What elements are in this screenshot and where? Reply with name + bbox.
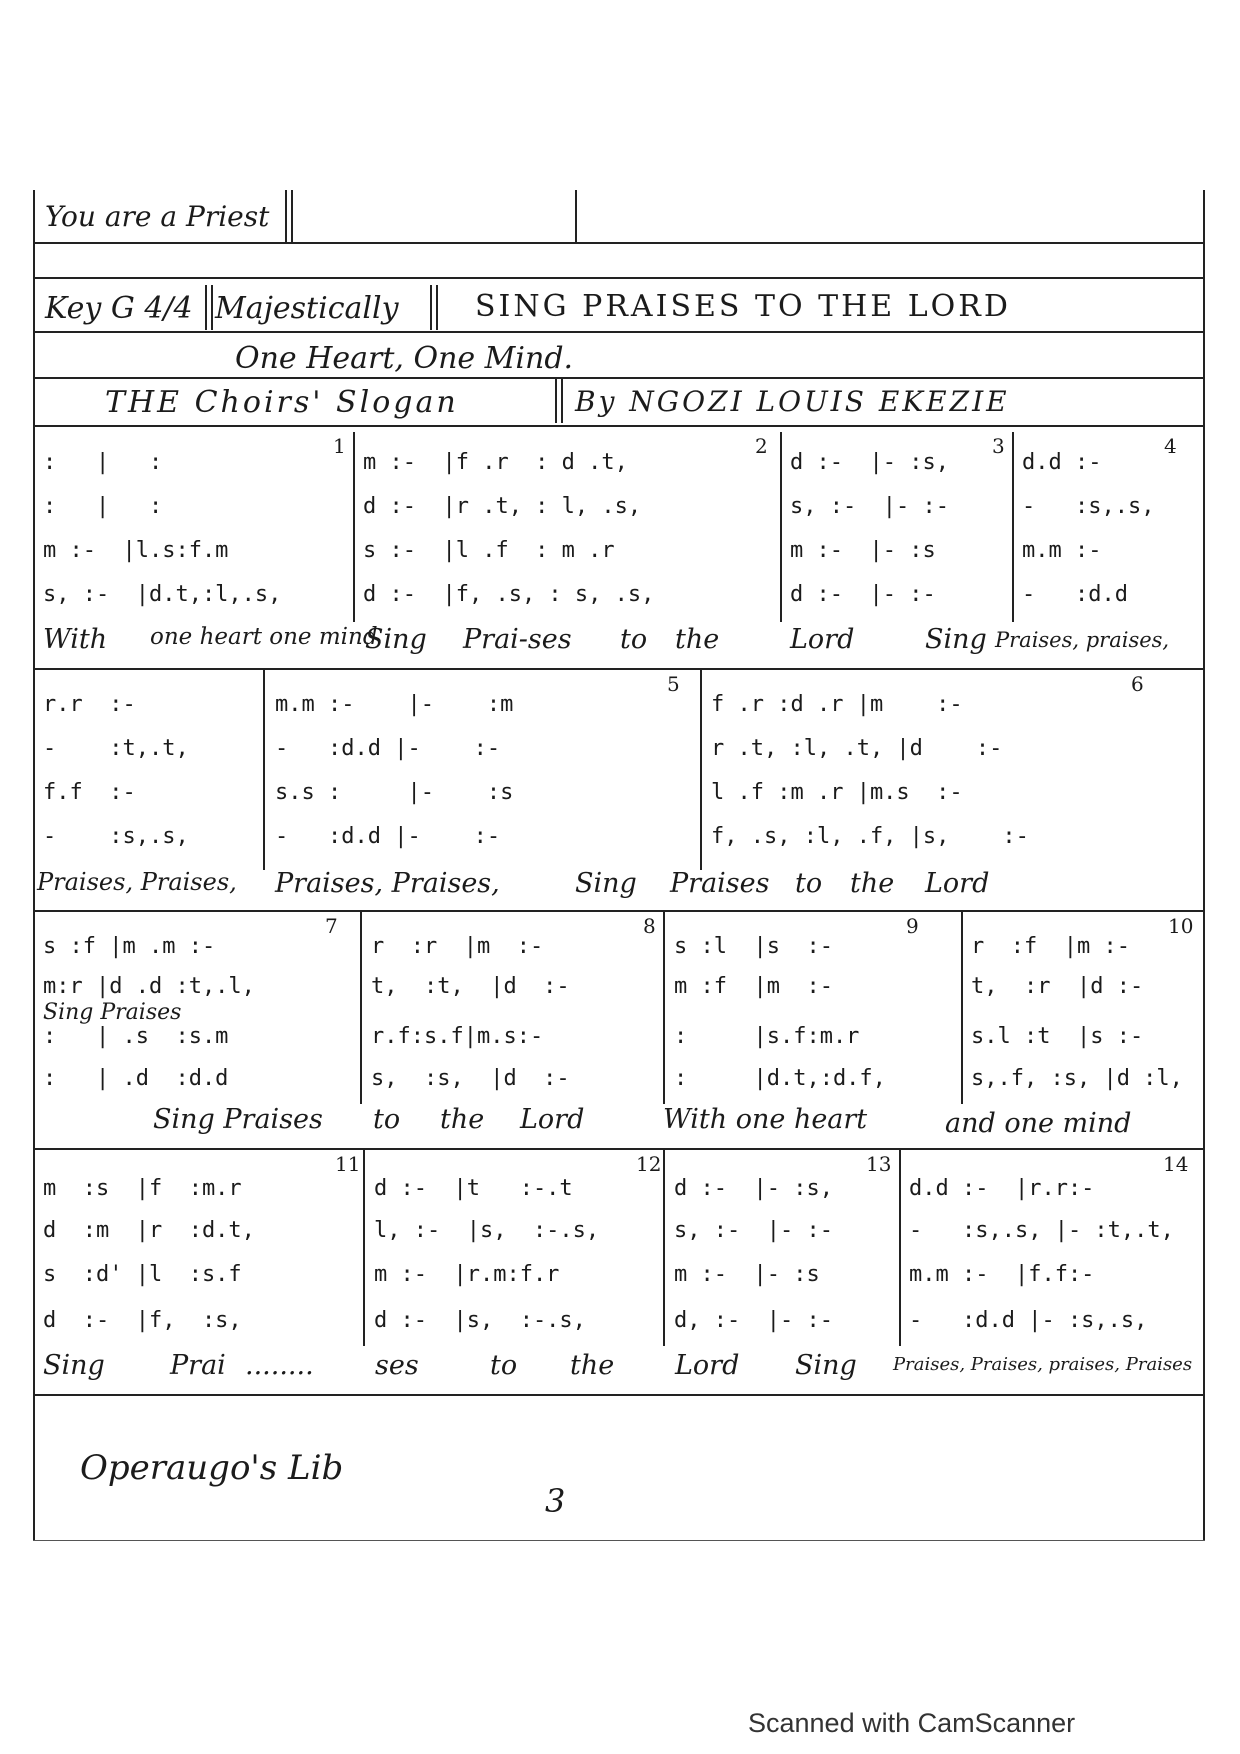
measure [666, 1150, 898, 1332]
bass-row: d :- |f, .s, : s, .s, [363, 582, 655, 607]
alto-row: s, :- |- :- [674, 1218, 833, 1243]
soprano-row: : | : [43, 450, 163, 475]
measure-number: 14 [1163, 1152, 1189, 1176]
tenor-row: m.m :- [1022, 538, 1102, 563]
lyric: Lord [520, 1104, 585, 1135]
lyric: Sing [795, 1350, 857, 1381]
tenor-row: l .f :m .r |m.s :- [711, 780, 963, 805]
bar-line [663, 1150, 665, 1346]
measure [35, 670, 263, 852]
lyric: With [43, 624, 108, 655]
tenor-row: s :d' |l :s.f [43, 1262, 242, 1287]
tenor-row: m :- |- :s [674, 1262, 820, 1287]
soprano-row: d :- |- :s, [790, 450, 949, 475]
measure-number: 2 [755, 434, 768, 458]
lyric: the [570, 1350, 615, 1381]
alto-row: d :- |r .t, : l, .s, [363, 494, 642, 519]
double-bar [430, 285, 432, 330]
lyric: Praises, Praises, [275, 868, 500, 899]
bottom-rule [33, 1540, 1205, 1541]
double-bar [211, 285, 213, 330]
measure-number: 3 [992, 434, 1005, 458]
lyric: Praises [670, 868, 770, 899]
tenor-row: f.f :- [43, 780, 136, 805]
lyric: Lord [925, 868, 990, 899]
bar-line [663, 912, 665, 1104]
slogan: THE Choirs' Slogan [105, 385, 459, 420]
lyric: ........ [245, 1350, 314, 1381]
bar-line [263, 670, 265, 870]
bass-row: f, .s, :l, .f, |s, :- [711, 824, 1029, 849]
measure-number: 1 [333, 434, 346, 458]
lyric: one heart one mind [150, 624, 378, 650]
song-title: SING PRAISES TO THE LORD [475, 289, 1011, 324]
alto-row: - :s,.s, [1022, 494, 1155, 519]
lyric: Sing [575, 868, 637, 899]
staff-line [35, 277, 1205, 279]
inline-lyric: Sing Praises [43, 1000, 182, 1025]
double-bar [561, 379, 563, 423]
lyric: Sing [43, 1350, 105, 1381]
bass-row: - :d.d [1022, 582, 1128, 607]
lyric: to [490, 1350, 518, 1381]
alto-row: d :m |r :d.t, [43, 1218, 255, 1243]
soprano-row: f .r :d .r |m :- [711, 692, 963, 717]
alto-row: s, :- |- :- [790, 494, 949, 519]
bass-row: - :d.d |- :s,.s, [909, 1308, 1148, 1333]
measure-number: 10 [1168, 914, 1194, 938]
alto-row: - :t,.t, [43, 736, 189, 761]
key-signature: Key G 4/4 [45, 291, 193, 326]
measure [963, 912, 1203, 1094]
title-block [35, 285, 1205, 435]
lyric: the [850, 868, 895, 899]
lyric: to [373, 1104, 401, 1135]
soprano-row: s :l |s :- [674, 934, 833, 959]
bass-row: s, :- |d.t,:l,.s, [43, 582, 282, 607]
alto-row: r .t, :l, .t, |d :- [711, 736, 1003, 761]
bass-row: d :- |- :- [790, 582, 936, 607]
lyric: Praises, Praises, praises, Praises [893, 1354, 1193, 1375]
measure-number: 13 [866, 1152, 892, 1176]
lyric: Sing [925, 624, 987, 655]
tenor-row: r.f:s.f|m.s:- [371, 1024, 544, 1049]
alto-row: m :f |m :- [674, 974, 833, 999]
page-number: 3 [545, 1482, 566, 1520]
tempo-marking: Majestically [215, 291, 399, 326]
measure [355, 432, 775, 614]
soprano-row: m :s |f :m.r [43, 1176, 242, 1201]
tenor-row: m :- |r.m:f.r [374, 1262, 560, 1287]
staff-line [35, 331, 1205, 333]
bass-row: d, :- |- :- [674, 1308, 833, 1333]
bass-row: : |d.t,:d.f, [674, 1066, 886, 1091]
alto-row: t, :r |d :- [971, 974, 1144, 999]
lyric: to [620, 624, 648, 655]
tenor-row: s.l :t |s :- [971, 1024, 1144, 1049]
lyric: Sing [365, 624, 427, 655]
system-4 [35, 1150, 1205, 1400]
soprano-row: d.d :- |r.r:- [909, 1176, 1095, 1201]
bass-row: d :- |f, :s, [43, 1308, 242, 1333]
measure-number: 4 [1164, 434, 1177, 458]
composer-credit: By NGOZI LOUIS EKEZIE [575, 385, 1010, 418]
system-2 [35, 670, 1205, 914]
system-3 [35, 912, 1205, 1152]
measure [1014, 432, 1204, 614]
alto-row: t, :t, |d :- [371, 974, 570, 999]
bass-row: : | .d :d.d [43, 1066, 229, 1091]
lyric: Prai-ses [463, 624, 572, 655]
alto-row: : | : [43, 494, 163, 519]
tenor-row: : |s.f:m.r [674, 1024, 860, 1049]
measure [267, 670, 697, 852]
alto-row: - :d.d |- :- [275, 736, 501, 761]
system-divider [35, 1394, 1205, 1396]
double-bar [205, 285, 207, 330]
soprano-row: d :- |t :-.t [374, 1176, 573, 1201]
alto-row: m:r |d .d :t,.l, [43, 974, 255, 999]
staff-line [35, 377, 1205, 379]
tenor-row: m :- |- :s [790, 538, 936, 563]
measure-number: 8 [643, 914, 656, 938]
lyric: With one heart [663, 1104, 868, 1135]
measure-number: 11 [335, 1152, 361, 1176]
tenor-row: s :- |l .f : m .r [363, 538, 615, 563]
soprano-row: s :f |m .m :- [43, 934, 216, 959]
soprano-row: r :r |m :- [371, 934, 544, 959]
bar-line [363, 1150, 365, 1346]
previous-song-title: You are a Priest [45, 200, 270, 233]
staff-line [35, 425, 1205, 427]
measure [703, 670, 1203, 852]
lyric: the [440, 1104, 485, 1135]
soprano-row: m.m :- |- :m [275, 692, 514, 717]
tenor-row: m.m :- |f.f:- [909, 1262, 1095, 1287]
measure [782, 432, 1012, 614]
measure-number: 5 [667, 672, 680, 696]
staff-line [35, 242, 1205, 244]
system-1 [35, 432, 1205, 672]
previous-song-strip [35, 190, 1205, 270]
measure [366, 1150, 661, 1332]
librarian-signature: Operaugo's Lib [80, 1448, 344, 1488]
alto-row: - :s,.s, |- :t,.t, [909, 1218, 1174, 1243]
tenor-row: s.s : |- :s [275, 780, 514, 805]
lyric: ses [375, 1350, 419, 1381]
bass-row: s, :s, |d :- [371, 1066, 570, 1091]
lyric: Praises, praises, [995, 628, 1170, 652]
motto: One Heart, One Mind. [235, 341, 574, 376]
measure [35, 912, 360, 1094]
lyric: the [675, 624, 720, 655]
measure [363, 912, 663, 1094]
bass-row: - :s,.s, [43, 824, 189, 849]
soprano-row: m :- |f .r : d .t, [363, 450, 628, 475]
measure [901, 1150, 1203, 1332]
double-bar [436, 285, 438, 330]
measure-number: 9 [906, 914, 919, 938]
bass-row: d :- |s, :-.s, [374, 1308, 586, 1333]
soprano-row: r :f |m :- [971, 934, 1130, 959]
measure-number: 6 [1131, 672, 1144, 696]
alto-row: l, :- |s, :-.s, [374, 1218, 600, 1243]
measure-number: 12 [636, 1152, 662, 1176]
tenor-row: m :- |l.s:f.m [43, 538, 229, 563]
double-bar [555, 379, 557, 423]
measure [666, 912, 961, 1094]
soprano-row: d.d :- [1022, 450, 1102, 475]
bar-line [575, 190, 577, 242]
bar-line [360, 912, 362, 1104]
tenor-row: : | .s :s.m [43, 1024, 229, 1049]
lyric: Praises, Praises, [37, 868, 237, 896]
double-bar [291, 190, 293, 242]
measure-number: 7 [325, 914, 338, 938]
double-bar [285, 190, 287, 242]
lyric: Lord [790, 624, 855, 655]
bass-row: s,.f, :s, |d :l, [971, 1066, 1183, 1091]
bar-line [700, 670, 702, 870]
soprano-row: d :- |- :s, [674, 1176, 833, 1201]
soprano-row: r.r :- [43, 692, 136, 717]
lyric: to [795, 868, 823, 899]
lyric: and one mind [945, 1108, 1132, 1139]
lyric: Sing Praises [153, 1104, 323, 1135]
lyric: Lord [675, 1350, 740, 1381]
measure [35, 432, 353, 614]
scanner-watermark: Scanned with CamScanner [748, 1708, 1076, 1738]
measure [35, 1150, 363, 1332]
lyric: Prai [170, 1350, 226, 1381]
bass-row: - :d.d |- :- [275, 824, 501, 849]
